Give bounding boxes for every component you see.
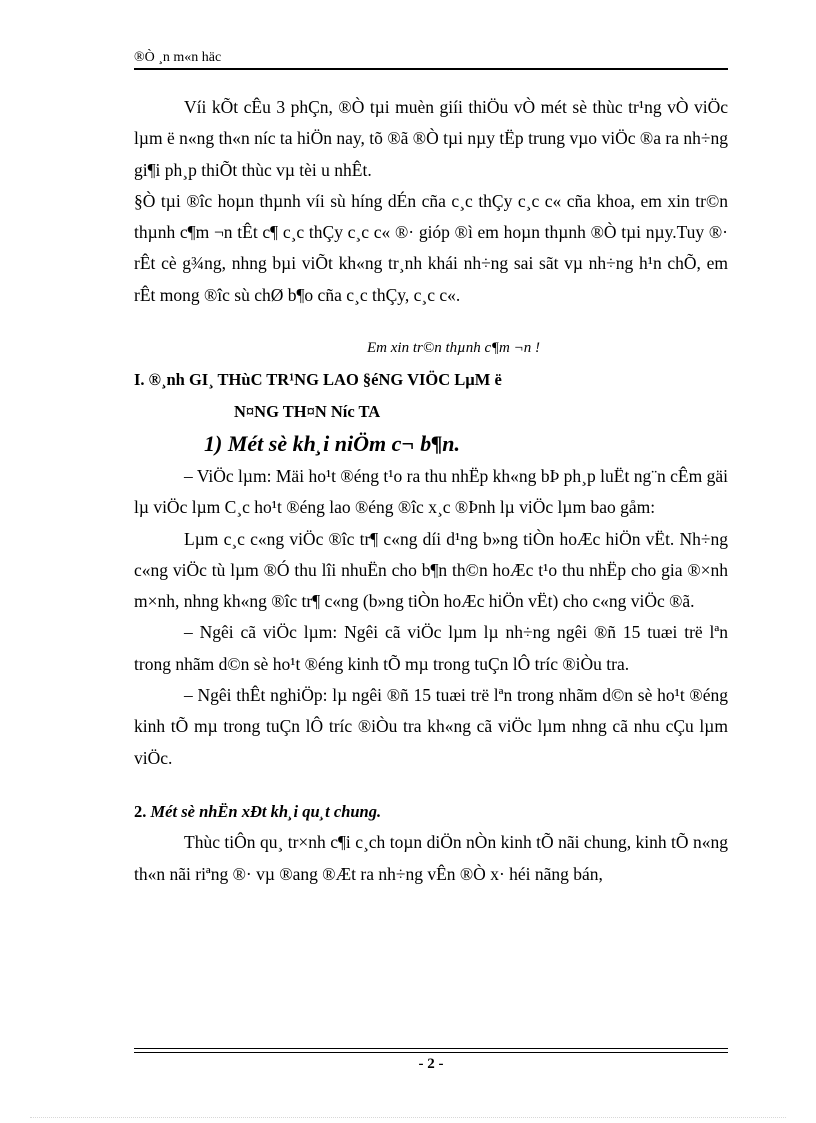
employment-details: Lµm c¸c c«ng viÖc ®îc tr¶ c«ng díi d¹ng b»ng tiÒn hoÆc hiÖn vËt. Nh÷ng c«ng viÖc tù lµm ®Ó thu lîi nhuËn cho b¶n th©n hoÆc t¹o thu nhËp cho gia ®×nh m×nh, nhng kh«ng ®îc tr¶ c«ng (b»ng tiÒn hoÆc hiÖn vËt) cho c«ng viÖc ®ã. <box>134 528 728 612</box>
definition-employed-person: – Ngêi cã viÖc lµm: Ngêi cã viÖc lµm lµ nh÷ng ngêi ®ñ 15 tuæi trë lªn trong nhãm d©n sè ho¹t ®éng kinh tÕ mµ trong tuÇn lÔ tríc ®iÒu tra. <box>134 622 728 674</box>
section-number: 2. <box>134 801 147 821</box>
page-header-title: ®Ò ¸n m«n häc <box>134 50 222 65</box>
acknowledgement-paragraph: §Ò tµi ®îc hoµn thµnh víi sù híng dÉn cña c¸c thÇy c¸c c« cña khoa, em xin tr©n thµnh c¶m ¬n tÊt c¶ c¸c thÇy c¸c c« ®· gióp ®ì em hoµn thµnh ®Ò tµi nµy.Tuy ®· rÊt cè g¾ng, nhng bµi viÕt kh«ng tr¸nh khái nh÷ng sai sãt vµ nh÷ng h¹n chÕ, em rÊt mong ®îc sù chØ b¶o cña c¸c thÇy, c¸c c«. <box>134 190 728 305</box>
section-heading-2 <box>134 796 728 827</box>
section-heading-line2: N¤NG TH¤N Níc TA <box>234 401 381 421</box>
overview-paragraph: Thùc tiÔn qu¸ tr×nh c¶i c¸ch toµn diÖn nÒn kinh tÕ nãi chung, kinh tÕ n«ng th«n nãi riªng ®· vµ ®ang ®Æt ra nh÷ng vÊn ®Ò x· héi nãng bán, <box>134 832 728 884</box>
intro-paragraph: Víi kÕt cÊu 3 phÇn, ®Ò tµi muèn giíi thiÖu vÒ mét sè thùc tr¹ng vÒ viÖc lµm ë n«ng th«n níc ta hiÖn nay, tõ ®ã ®Ò tµi nµy tËp trung vµo viÖc ®a ra nh÷ng gi¶i ph¸p thiÕt thùc vµ tèi u nhÊt. <box>134 97 728 180</box>
header-divider <box>134 68 728 70</box>
spacer <box>134 311 728 333</box>
spacer <box>134 774 728 796</box>
section-heading-line1: I. ®¸nh GI¸ THùC TR¹NG LAO §éNG VIÖC LµM ë <box>134 370 502 390</box>
definition-unemployed-person: – Ngêi thÊt nghiÖp: lµ ngêi ®ñ 15 tuæi trë lªn trong nhãm d©n sè ho¹t ®éng kinh tÕ mµ trong tuÇn lÔ tríc ®iÒu tra kh«ng cã viÖc lµm nhng cã nhu cÇu lµm viÖc. <box>134 685 728 768</box>
section-title: Mét sè nhËn xÐt kh¸i qu¸t chung. <box>150 801 382 821</box>
document-body <box>134 92 728 890</box>
subsection-heading: 1) Mét sè kh¸i niÖm c¬ b¶n. <box>204 430 460 456</box>
page-number: - 2 - <box>418 1056 444 1072</box>
thanks-line: Em xin tr©n thµnh c¶m ¬n ! <box>367 340 540 357</box>
footer-divider-bottom <box>134 1052 728 1053</box>
footer-divider-top <box>134 1048 728 1049</box>
definition-employment: – ViÖc lµm: Mäi ho¹t ®éng t¹o ra thu nhËp kh«ng bÞ ph¸p luËt ng¨n cÊm gäi lµ viÖc lµm C¸c ho¹t ®éng lao ®éng ®îc x¸c ®Þnh lµ viÖc lµm bao gåm: <box>134 465 728 518</box>
page-edge-dots <box>30 1117 786 1118</box>
